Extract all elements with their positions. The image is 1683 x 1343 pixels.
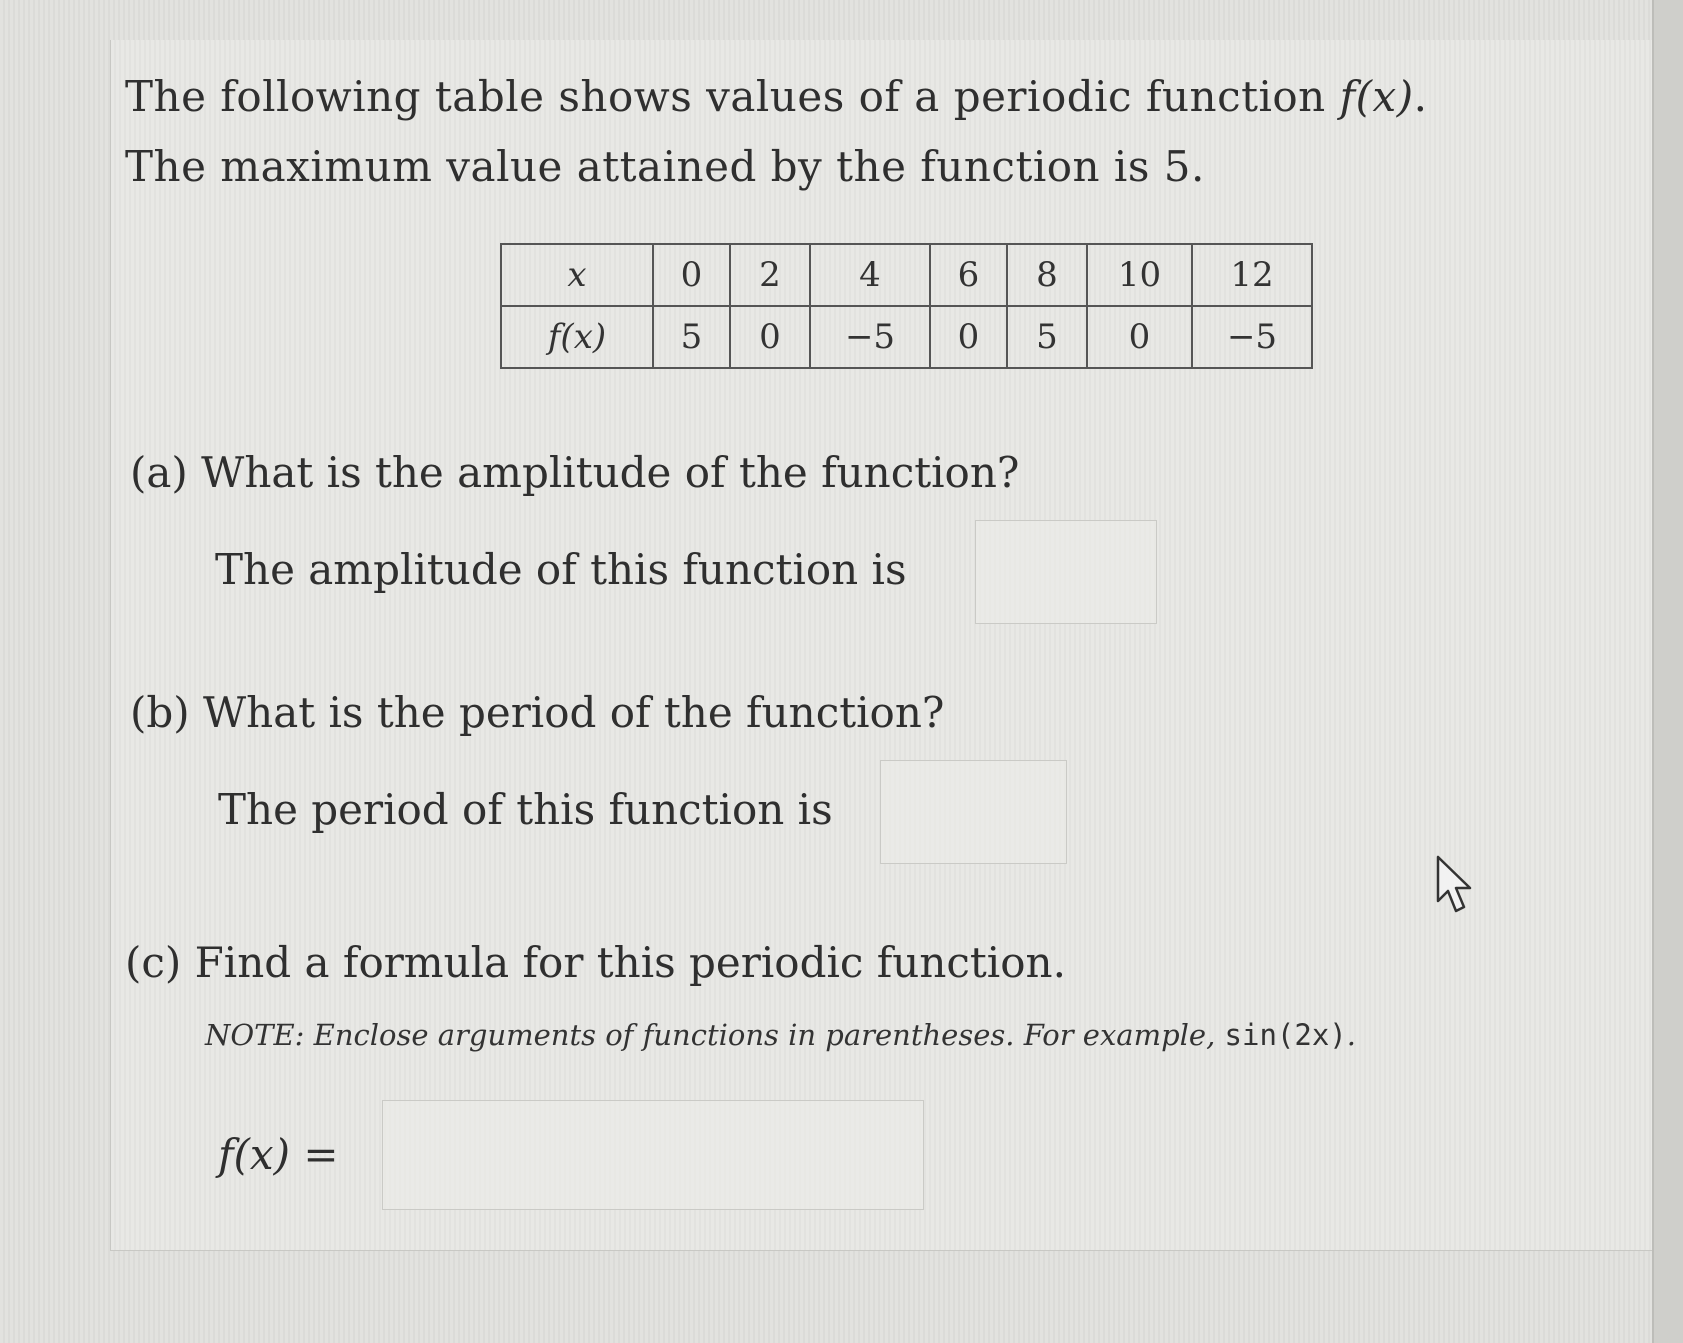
function-notation: f(x) [1339, 72, 1414, 121]
table-cell: 0 [653, 244, 730, 306]
intro-line-1-period: . [1413, 72, 1428, 121]
formula-input[interactable] [382, 1100, 924, 1210]
intro-line-1 [125, 62, 1427, 132]
table-header-fx: f(x) [501, 306, 653, 368]
table-header-x: x [501, 244, 653, 306]
table-cell: −5 [810, 306, 930, 368]
table-cell: 6 [930, 244, 1007, 306]
amplitude-label: The amplitude of this function is [215, 545, 907, 594]
table-row-fx [501, 306, 1312, 368]
formula-note [205, 1018, 1356, 1052]
table-cell: 8 [1007, 244, 1087, 306]
window-edge [1652, 0, 1683, 1343]
problem-panel [110, 40, 1671, 1251]
question-c: (c) Find a formula for this periodic function. [125, 938, 1066, 987]
table-cell: 4 [810, 244, 930, 306]
table-row-x [501, 244, 1312, 306]
mouse-pointer-icon [1436, 855, 1480, 915]
formula-label: f(x) = [218, 1130, 339, 1179]
table-cell: 12 [1192, 244, 1312, 306]
amplitude-input[interactable] [975, 520, 1157, 624]
table-cell: 0 [730, 306, 810, 368]
period-label: The period of this function is [218, 785, 833, 834]
question-a: (a) What is the amplitude of the function? [130, 448, 1020, 497]
intro-line-1-text: The following table shows values of a periodic function [125, 72, 1326, 121]
note-example: sin(2x) [1224, 1018, 1347, 1052]
period-input[interactable] [880, 760, 1067, 864]
table-cell: −5 [1192, 306, 1312, 368]
question-b: (b) What is the period of the function? [130, 688, 945, 737]
note-text: NOTE: Enclose arguments of functions in parentheses. For example, [205, 1018, 1216, 1052]
note-period: . [1346, 1018, 1356, 1052]
table-cell: 10 [1087, 244, 1192, 306]
intro-line-2: The maximum value attained by the function is 5. [125, 142, 1205, 191]
table-cell: 0 [930, 306, 1007, 368]
problem-statement [125, 62, 1427, 202]
table-cell: 0 [1087, 306, 1192, 368]
table-cell: 5 [1007, 306, 1087, 368]
table-cell: 5 [653, 306, 730, 368]
values-table [500, 243, 1313, 369]
table-cell: 2 [730, 244, 810, 306]
